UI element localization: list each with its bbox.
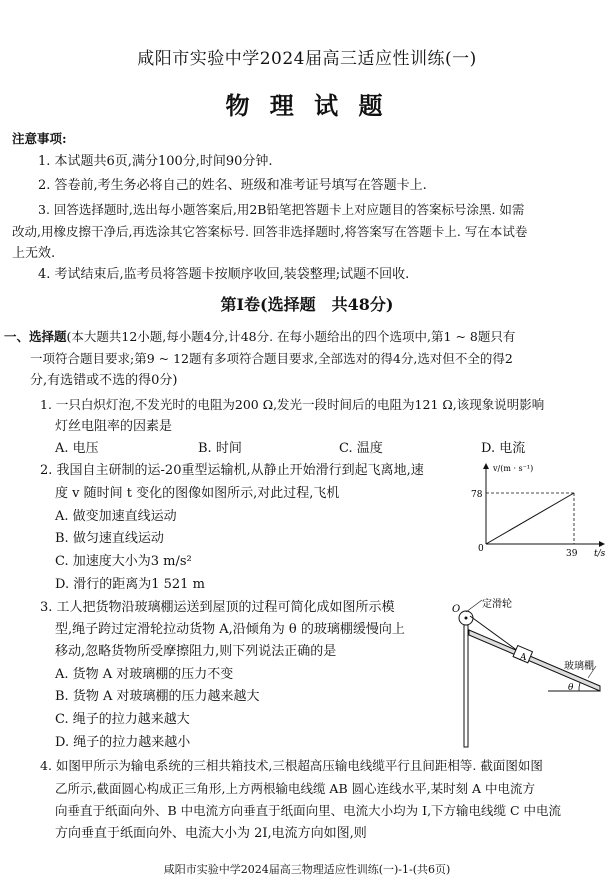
angle-arc xyxy=(579,683,580,691)
q2-stem: 度 v 随时间 t 变化的图像如图所示,对此过程,飞机 xyxy=(55,486,340,501)
notes-line: 3. 回答选择题时,选出每小题答案后,用2B铅笔把答题卡上对应题目的答案标号涂黑. 如需 xyxy=(38,202,525,217)
q4-stem: 向垂直于纸面向外、B 中电流方向垂直于纸面向里、电流大小均为 I,下方输电线缆 C 中电流 xyxy=(55,803,562,818)
section-title: 第Ⅰ卷(选择题 共48分) xyxy=(220,295,394,314)
q1-option-b: B. 时间 xyxy=(198,441,242,456)
block-label: A xyxy=(520,653,527,663)
pulley-axle xyxy=(465,617,468,620)
section-intro-label: 一、选择题 xyxy=(4,329,67,344)
support-pole xyxy=(464,625,468,747)
pulley-figure xyxy=(440,594,610,750)
q4-stem: 方向垂直于纸面向外、电流大小为 2I,电流方向如图,则 xyxy=(55,826,367,841)
q1-option-d: D. 电流 xyxy=(481,441,526,456)
section-intro-text: (本大题共12小题,每小题4分,计48分. 在每小题给出的四个选项中,第1 ~ 8题只有 xyxy=(66,329,516,344)
point-o-label: O xyxy=(452,604,461,615)
notes-line: 2. 答卷前,考生务必将自己的姓名、班级和准考证号填写在答题卡上. xyxy=(38,178,427,193)
q2-option-d: D. 滑行的距离为1 521 m xyxy=(55,577,205,592)
q4-stem: 4. 如图甲所示为输电系统的三相共箱技术,三根超高压输电线缆平行且间距相等. 截面图如图 xyxy=(40,758,543,773)
q3-stem: 型,绳子跨过定滑轮拉动货物 A,沿倾角为 θ 的玻璃棚缓慢向上 xyxy=(55,622,405,637)
graph-origin: 0 xyxy=(478,544,484,554)
exam-title: 咸阳市实验中学2024届高三适应性训练(一) xyxy=(137,49,477,69)
graph-x-tick: 39 xyxy=(566,549,578,559)
q3-option-c: C. 绳子的拉力越来越大 xyxy=(55,712,190,727)
graph-ylabel: v/(m · s⁻¹) xyxy=(493,464,534,473)
q1-stem: 灯丝电阻率的因素是 xyxy=(55,419,173,434)
notes-heading: 注意事项: xyxy=(12,131,67,146)
q3-stem: 3. 工人把货物沿玻璃棚运送到屋顶的过程可简化成如图所示模 xyxy=(40,600,395,615)
velocity-line xyxy=(486,493,574,544)
q2-stem: 2. 我国自主研制的运-20重型运输机,从静止开始滑行到起飞离地,速 xyxy=(40,463,424,478)
notes-line: 4. 考试结束后,监考员将答题卡按顺序收回,装袋整理;试题不回收. xyxy=(38,267,410,282)
q3-stem: 移动,忽略货物所受摩擦阻力,则下列说法正确的是 xyxy=(55,644,337,659)
q3-option-a: A. 货物 A 对玻璃棚的压力不变 xyxy=(55,667,234,682)
q3-option-b: B. 货物 A 对玻璃棚的压力越来越大 xyxy=(55,689,260,704)
vt-graph xyxy=(470,458,610,562)
section-intro xyxy=(4,329,515,345)
section-intro-line: 一项符合题目要求;第9 ~ 12题有多项符合题目要求,全部选对的得4分,选对但不全的得2 xyxy=(30,351,513,366)
q2-option-c: C. 加速度大小为3 m/s² xyxy=(55,554,192,569)
pulley-label: 定滑轮 xyxy=(482,599,512,610)
q2-option-b: B. 做匀速直线运动 xyxy=(55,531,164,546)
notes-line: 上无效. xyxy=(12,246,56,261)
q4-stem: 乙所示,截面圆心构成正三角形,上方两根输电线缆 AB 圆心连线水平,某时刻 A 中电流方 xyxy=(55,781,536,796)
page-footer: 咸阳市实验中学2024届高三物理适应性训练(一)-1-(共6页) xyxy=(163,863,451,876)
shed-label: 玻璃棚 xyxy=(564,661,594,672)
q2-option-a: A. 做变加速直线运动 xyxy=(55,509,177,524)
notes-line: 改动,用橡皮擦干净后,再选涂其它答案标号. 回答非选择题时,将答案写在答题卡上. 写在本试卷 xyxy=(12,224,528,239)
q1-option-a: A. 电压 xyxy=(55,441,99,456)
q1-option-c: C. 温度 xyxy=(339,441,383,456)
angle-label: θ xyxy=(568,683,574,693)
graph-y-tick: 78 xyxy=(471,490,483,500)
graph-xlabel: t/s xyxy=(594,549,606,559)
q1-stem: 1. 一只白炽灯泡,不发光时的电阻为200 Ω,发光一段时间后的电阻为121 Ω,该现象说明影响 xyxy=(40,397,545,412)
subject-title: 物 理 试 题 xyxy=(225,91,389,120)
notes-line: 1. 本试题共6页,满分100分,时间90分钟. xyxy=(38,154,273,169)
q3-option-d: D. 绳子的拉力越来越小 xyxy=(55,735,191,750)
pulley-pointer xyxy=(466,600,482,612)
section-intro-line: 分,有选错或不选的得0分) xyxy=(30,373,178,388)
